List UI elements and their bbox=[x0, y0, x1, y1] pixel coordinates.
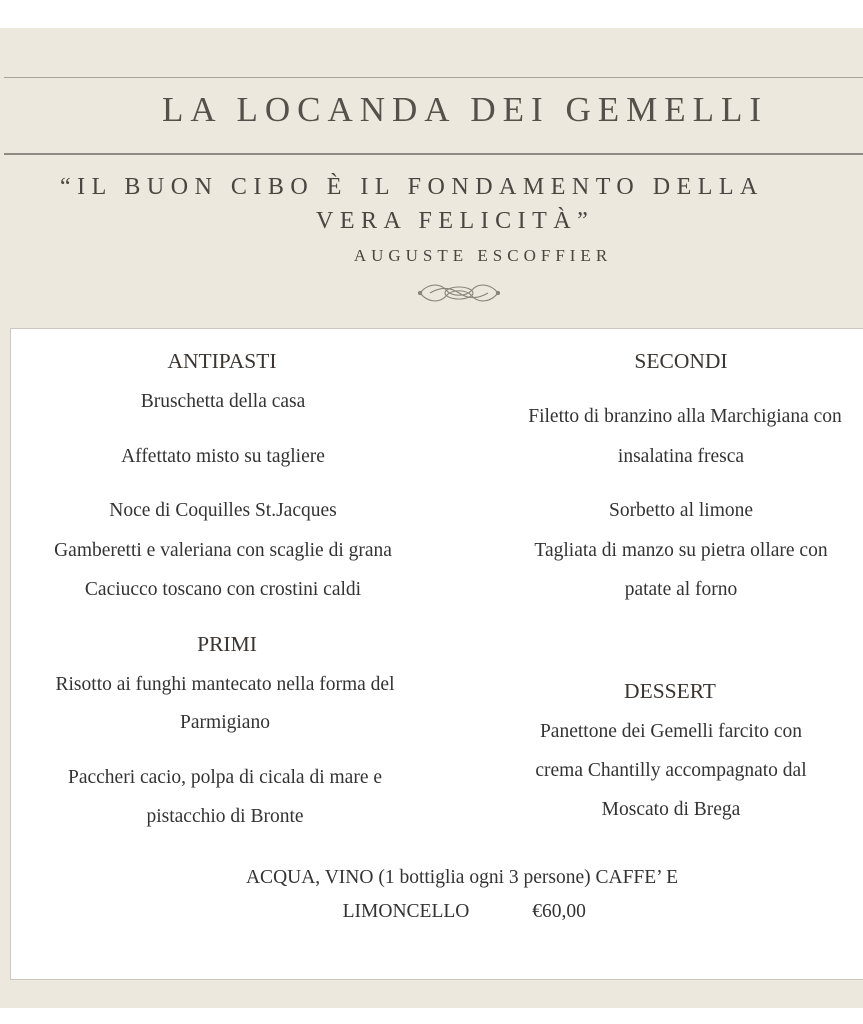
secondi-item-line: insalatina fresca bbox=[617, 446, 745, 467]
primi-item-line: Parmigiano bbox=[180, 712, 270, 733]
primi-item-line: pistacchio di Bronte bbox=[146, 806, 304, 827]
secondi-item-line: Sorbetto al limone bbox=[608, 500, 754, 521]
secondi-heading: SECONDI bbox=[634, 349, 728, 373]
menu-sheet bbox=[0, 28, 863, 1008]
quote-author: AUGUSTE ESCOFFIER bbox=[353, 246, 613, 265]
price: €60,00 bbox=[532, 901, 586, 922]
primi-item-line: Paccheri cacio, polpa di cicala di mare e bbox=[68, 767, 382, 788]
top-rule bbox=[4, 77, 863, 78]
secondi-item-line: patate al forno bbox=[624, 579, 738, 600]
title-underline-rule bbox=[4, 153, 863, 155]
secondi-item-line: Filetto di branzino alla Marchigiana con bbox=[528, 406, 842, 427]
footer-limoncello: LIMONCELLO bbox=[342, 901, 470, 922]
menu-card bbox=[10, 328, 863, 980]
restaurant-name: LA LOCANDA DEI GEMELLI bbox=[161, 90, 769, 129]
secondi-item-line: Tagliata di manzo su pietra ollare con bbox=[534, 540, 828, 561]
primi-item-line: Risotto ai funghi mantecato nella forma del bbox=[55, 674, 395, 695]
dessert-line: crema Chantilly accompagnato dal bbox=[535, 760, 807, 781]
quote-line-2: VERA FELICITÀ” bbox=[316, 208, 595, 234]
antipasti-item: Affettato misto su tagliere bbox=[121, 446, 325, 467]
antipasti-item: Noce di Coquilles St.Jacques bbox=[109, 500, 337, 521]
dessert-line: Moscato di Brega bbox=[601, 799, 741, 820]
flourish-ornament-icon bbox=[416, 278, 502, 306]
antipasti-heading: ANTIPASTI bbox=[167, 349, 277, 373]
antipasti-item: Gamberetti e valeriana con scaglie di grana bbox=[54, 540, 392, 561]
quote-line-1: “IL BUON CIBO È IL FONDAMENTO DELLA bbox=[60, 174, 764, 200]
antipasti-item: Bruschetta della casa bbox=[140, 391, 306, 412]
antipasti-item: Caciucco toscano con crostini caldi bbox=[84, 579, 362, 600]
footer-line: ACQUA, VINO (1 bottiglia ogni 3 persone) CAFFE’ E bbox=[245, 867, 679, 888]
primi-heading: PRIMI bbox=[197, 632, 257, 656]
dessert-line: Panettone dei Gemelli farcito con bbox=[539, 721, 803, 742]
dessert-heading: DESSERT bbox=[624, 679, 716, 703]
quote bbox=[60, 170, 863, 238]
